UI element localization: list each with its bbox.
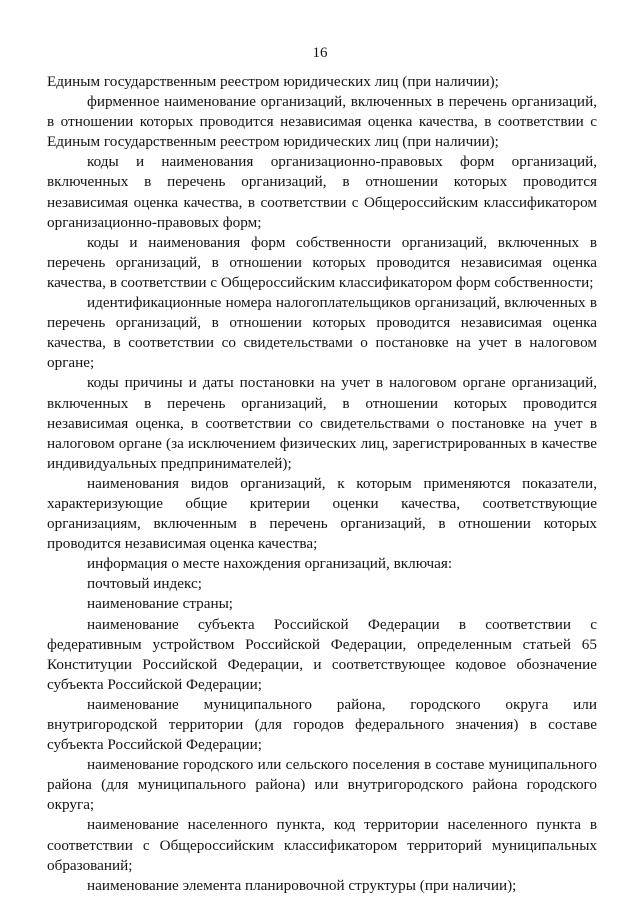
paragraph-locality: наименование населенного пункта, код территории населенного пункта в соответствии с Общероссийским классификатором территорий муниципальных образований; — [47, 816, 597, 874]
paragraph-municipal-district: наименование муниципального района, городского округа или внутригородской территории (для городов федерального значения) в составе субъекта Российской Федерации; — [47, 695, 597, 754]
paragraph-organization-types: наименования видов организаций, к которым применяются показатели, характеризующие общие критерии оценки качества, соответствующие организациям, включенным в перечень организаций, в отношении которых проводится независимая оценка качества; — [47, 474, 597, 553]
paragraph-location-info: информация о месте нахождения организаций, включая: — [87, 555, 453, 573]
paragraph-continuation: Единым государственным реестром юридических лиц (при наличии); — [47, 73, 499, 90]
paragraph-ownership-form-codes: коды и наименования форм собственности организаций, включенных в перечень организаций, в отношении которых проводится независимая оценка качества, в соответствии с Общероссийским классификатором форм собственности; — [47, 233, 597, 291]
paragraph-settlement: наименование городского или сельского поселения в составе муниципального района (для муниципального района) или внутригородского района городского округа; — [47, 756, 597, 814]
paragraph-taxpayer-ids: идентификационные номера налогоплательщиков организаций, включенных в перечень организаций, в отношении которых проводится независимая оценка качества, в соответствии со свидетельствами о постановке на учет в налоговом органе; — [47, 294, 597, 372]
page-number: 16 — [312, 45, 328, 61]
paragraph-postal-code: почтовый индекс; — [87, 575, 202, 593]
paragraph-brand-name: фирменное наименование организаций, включенных в перечень организаций, в отношении которых проводится независимая оценка качества, в соответствии с Единым государственным реестром юридических лиц (при наличии); — [47, 93, 597, 151]
paragraph-federal-subject: наименование субъекта Российской Федерации в соответствии с федеративным устройством Российской Федерации, определенным статьей 65 Конституции Российской Федерации, и соответствующее кодовое обозначение субъекта Российской Федерации; — [47, 615, 597, 693]
paragraph-registration-reason-codes: коды причины и даты постановки на учет в налоговом органе организаций, включенных в перечень организаций, в отношении которых проводится независимая оценка, в соответствии со свидетельствами о постановке на учет в налоговом органе (за исключением физических лиц, зарегистрированных в качестве индивидуальных предпринимателей); — [47, 374, 597, 472]
paragraph-planning-element: наименование элемента планировочной структуры (при наличии); — [87, 876, 517, 894]
document-body — [47, 72, 597, 896]
paragraph-legal-form-codes: коды и наименования организационно-правовых форм организаций, включенных в перечень организаций, в отношении которых проводится независимая оценка качества, в соответствии с Общероссийским классификатором организационно-правовых форм; — [47, 153, 597, 231]
paragraph-country-name: наименование страны; — [87, 595, 234, 613]
